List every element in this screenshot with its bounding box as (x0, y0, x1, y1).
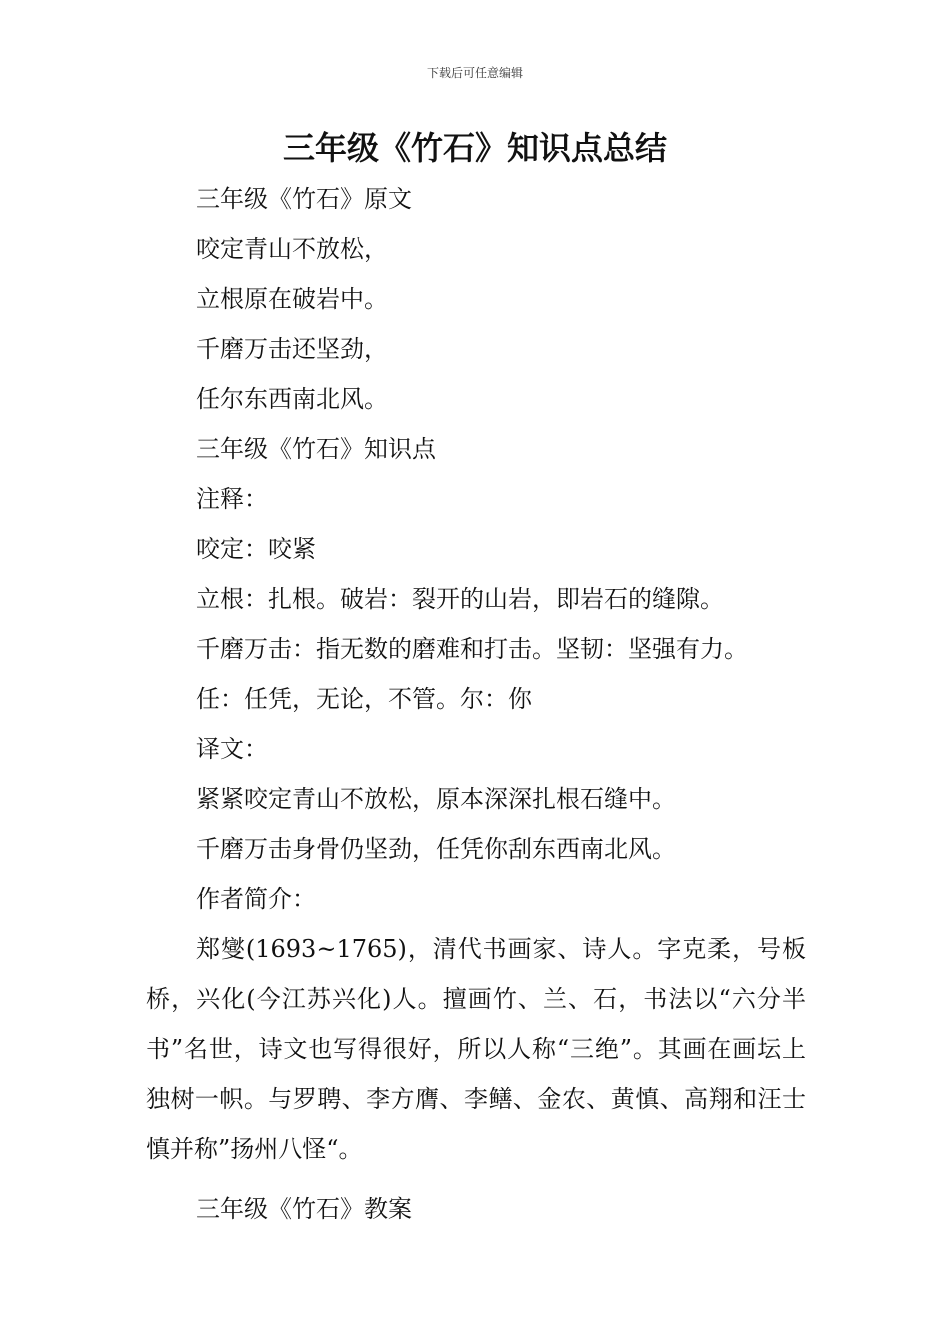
poem-line-2: 立根原在破岩中。 (196, 285, 388, 313)
translation-line-2: 千磨万击身骨仍坚劲，任凭你刮东西南北风。 (196, 835, 676, 863)
author-paragraph: 郑燮(1693~1765)，清代书画家、诗人。字克柔，号板桥，兴化(今江苏兴化)人。擅画竹、兰、石，书法以“六分半书”名世，诗文也写得很好，所以人称“三绝”。其画在画坛上独树一帜。与罗聘、李方膺、李鳝、金农、黄慎、高翔和汪士慎并称”扬州八怪“。 (146, 935, 806, 1163)
note-item-4: 任：任凭，无论，不管。尔：你 (196, 685, 532, 713)
poem-line-1: 咬定青山不放松， (196, 235, 388, 263)
header-note: 下载后可任意编辑 (426, 66, 523, 80)
document-title: 三年级《竹石》知识点总结 (282, 129, 667, 167)
note-item-2: 立根：扎根。破岩：裂开的山岩，即岩石的缝隙。 (196, 585, 724, 613)
notes-label: 注释： (196, 485, 268, 513)
document-body (146, 174, 806, 1234)
note-item-3: 千磨万击：指无数的磨难和打击。坚韧：坚强有力。 (196, 635, 748, 663)
section-heading-knowledge-points: 三年级《竹石》知识点 (196, 435, 436, 463)
section-heading-lesson-plan: 三年级《竹石》教案 (196, 1195, 412, 1223)
poem-line-3: 千磨万击还坚劲， (196, 335, 388, 363)
note-item-1: 咬定：咬紧 (196, 535, 316, 563)
section-heading-original-text: 三年级《竹石》原文 (196, 185, 412, 213)
translation-line-1: 紧紧咬定青山不放松，原本深深扎根石缝中。 (196, 785, 676, 813)
translation-label: 译文： (196, 735, 268, 763)
poem-line-4: 任尔东西南北风。 (196, 385, 388, 413)
author-intro-label: 作者简介： (196, 885, 316, 913)
